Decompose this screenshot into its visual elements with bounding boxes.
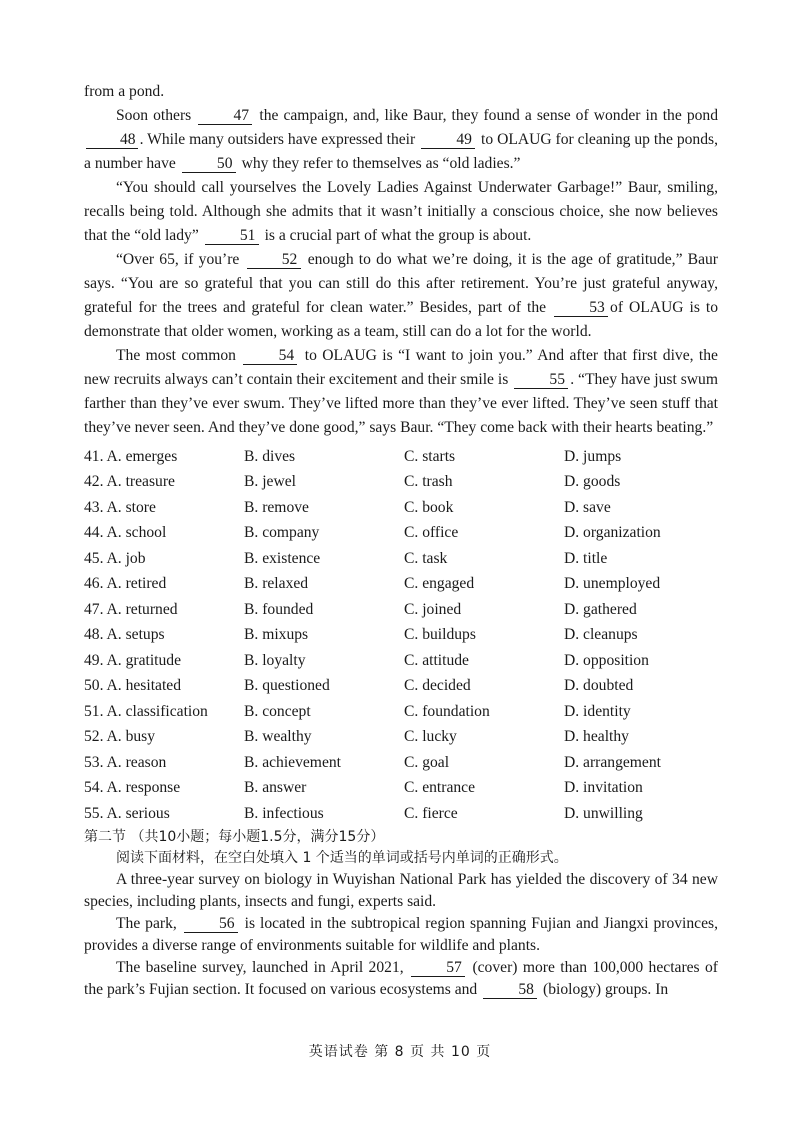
blank-48[interactable]: 48 — [86, 131, 138, 149]
section-2-paragraph-3 — [84, 957, 718, 1001]
option-b[interactable]: B. infectious — [244, 804, 324, 822]
option-a[interactable]: 52. A. busy — [84, 728, 156, 746]
section-2-instruction: 阅读下面材料，在空白处填入 1 个适当的单词或括号内单词的正确形式。 — [116, 849, 568, 866]
option-a[interactable]: 55. A. serious — [84, 804, 170, 822]
option-a[interactable]: 49. A. gratitude — [84, 651, 182, 669]
passage-paragraph-3 — [84, 248, 718, 344]
option-row-54 — [84, 776, 718, 802]
page-footer: 英语试卷 第 8 页 共 10 页 — [308, 1044, 492, 1060]
blank-57[interactable]: 57 — [411, 959, 465, 977]
option-d[interactable]: D. healthy — [564, 728, 629, 746]
option-row-43 — [84, 495, 718, 521]
option-d[interactable]: D. organization — [564, 524, 661, 542]
option-row-45 — [84, 546, 718, 572]
passage-paragraph-1 — [84, 104, 718, 176]
section-2-paragraph-1: A three-year survey on biology in Wuyishan National Park has yielded the discovery of 34 new species, including plants, insects and fungi, experts said. — [84, 870, 718, 910]
option-c[interactable]: C. entrance — [404, 779, 476, 797]
option-d[interactable]: D. jumps — [564, 447, 622, 465]
option-a[interactable]: 43. A. store — [84, 498, 156, 516]
option-a[interactable]: 47. A. returned — [84, 600, 178, 618]
option-c[interactable]: C. trash — [404, 473, 453, 491]
passage-text: . While many outsiders have expressed their — [139, 131, 416, 148]
option-d[interactable]: D. title — [564, 549, 608, 567]
option-b[interactable]: B. answer — [244, 779, 307, 797]
option-b[interactable]: B. dives — [244, 447, 296, 465]
option-c[interactable]: C. engaged — [404, 575, 475, 593]
passage-text: the campaign, and, like Baur, they found a sense of wonder in the pond — [259, 107, 719, 124]
option-a[interactable]: 54. A. response — [84, 779, 181, 797]
option-d[interactable]: D. arrangement — [564, 753, 661, 771]
option-d[interactable]: D. gathered — [564, 600, 637, 618]
blank-52[interactable]: 52 — [247, 251, 301, 269]
passage-text: (biology) groups. In — [543, 980, 669, 998]
option-c[interactable]: C. book — [404, 498, 454, 516]
option-row-51 — [84, 699, 718, 725]
passage-paragraph-2 — [84, 176, 718, 248]
option-c[interactable]: C. task — [404, 549, 448, 567]
option-c[interactable]: C. goal — [404, 753, 450, 771]
option-d[interactable]: D. cleanups — [564, 626, 638, 644]
option-a[interactable]: 48. A. setups — [84, 626, 165, 644]
passage-text: of OLAUG is to demonstrate that older women, working as a team, still can do a lot for the world. — [84, 299, 718, 340]
option-d[interactable]: D. invitation — [564, 779, 643, 797]
section-2-heading: 第二节 （共10小题；每小题1.5分，满分15分） — [84, 828, 385, 845]
option-row-46 — [84, 572, 718, 598]
exam-page — [84, 80, 718, 1001]
option-a[interactable]: 45. A. job — [84, 549, 146, 567]
section-2-paragraph-2 — [84, 913, 718, 957]
passage-line-continuation — [84, 80, 718, 104]
option-d[interactable]: D. unemployed — [564, 575, 661, 593]
option-b[interactable]: B. founded — [244, 600, 314, 618]
option-a[interactable]: 53. A. reason — [84, 753, 167, 771]
option-c[interactable]: C. office — [404, 524, 459, 542]
blank-54[interactable]: 54 — [243, 347, 297, 365]
blank-47[interactable]: 47 — [198, 107, 252, 125]
option-c[interactable]: C. joined — [404, 600, 462, 618]
passage-text: The most common — [116, 347, 236, 364]
option-d[interactable]: D. unwilling — [564, 804, 643, 822]
option-row-47 — [84, 597, 718, 623]
option-row-50 — [84, 674, 718, 700]
option-b[interactable]: B. existence — [244, 549, 321, 567]
passage-paragraph-4 — [84, 344, 718, 440]
option-b[interactable]: B. relaxed — [244, 575, 309, 593]
option-c[interactable]: C. foundation — [404, 702, 490, 720]
option-c[interactable]: C. attitude — [404, 651, 469, 669]
option-a[interactable]: 51. A. classification — [84, 702, 208, 720]
option-b[interactable]: B. company — [244, 524, 320, 542]
option-row-41 — [84, 444, 718, 470]
answer-options-table — [84, 444, 718, 827]
passage-text: why they refer to themselves as “old ladies.” — [241, 155, 521, 172]
option-c[interactable]: C. starts — [404, 447, 456, 465]
option-row-52 — [84, 725, 718, 751]
blank-51[interactable]: 51 — [205, 227, 259, 245]
option-row-42 — [84, 470, 718, 496]
passage-text: The baseline survey, launched in April 2021, — [116, 958, 404, 976]
option-a[interactable]: 44. A. school — [84, 524, 167, 542]
option-row-53 — [84, 750, 718, 776]
option-b[interactable]: B. wealthy — [244, 728, 312, 746]
option-b[interactable]: B. concept — [244, 702, 311, 720]
option-row-48 — [84, 623, 718, 649]
option-b[interactable]: B. loyalty — [244, 651, 306, 669]
passage-text: “You should call yourselves the Lovely Ladies Against Underwater Garbage!” Baur, smiling, recalls being told. Although she admits that it wasn’t initially a conscious choice, she now believes that the “old lady” — [84, 179, 718, 244]
passage-text: . “They have just swum farther than they’ve ever swum. They’ve lifted more than they’ve ever lifted. They’ve seen stuff that they’ve never seen. And they’ve done good,” says Baur. “They come back with their hearts beating.” — [84, 371, 718, 436]
passage-text: is a crucial part of what the group is about. — [264, 227, 532, 244]
blank-58[interactable]: 58 — [483, 981, 537, 999]
option-c[interactable]: C. fierce — [404, 804, 458, 822]
option-b[interactable]: B. achievement — [244, 753, 341, 771]
passage-text: to OLAUG for cleaning up the ponds, a number have — [84, 131, 718, 172]
option-d[interactable]: D. opposition — [564, 651, 649, 669]
passage-text: is located in the subtropical region spanning Fujian and Jiangxi provinces, provides a diverse range of environments suitable for wildlife and plants. — [84, 914, 718, 954]
option-b[interactable]: B. questioned — [244, 677, 330, 695]
passage-text: from a pond. — [84, 83, 165, 100]
option-b[interactable]: B. remove — [244, 498, 309, 516]
passage-text: The park, — [116, 914, 177, 932]
option-row-55 — [84, 801, 718, 827]
option-d[interactable]: D. goods — [564, 473, 621, 491]
option-d[interactable]: D. doubted — [564, 677, 634, 695]
blank-55[interactable]: 55 — [514, 371, 568, 389]
passage-text: Soon others — [116, 107, 192, 124]
blank-49[interactable]: 49 — [421, 131, 475, 149]
option-d[interactable]: D. identity — [564, 702, 631, 720]
blank-50[interactable]: 50 — [182, 155, 236, 173]
option-row-49 — [84, 648, 718, 674]
option-c[interactable]: C. decided — [404, 677, 471, 695]
passage-text: “Over 65, if you’re — [116, 251, 240, 268]
blank-56[interactable]: 56 — [184, 915, 238, 933]
option-a[interactable]: 41. A. emerges — [84, 447, 178, 465]
blank-53[interactable]: 53 — [554, 299, 608, 317]
option-a[interactable]: 50. A. hesitated — [84, 677, 182, 695]
option-c[interactable]: C. lucky — [404, 728, 457, 746]
passage-text: to OLAUG is “I want to join you.” And after that first dive, the new recruits always can’t contain their excitement and their smile is — [84, 347, 718, 388]
option-b[interactable]: B. jewel — [244, 473, 296, 491]
option-d[interactable]: D. save — [564, 498, 611, 516]
option-row-44 — [84, 521, 718, 547]
passage-text: enough to do what we’re doing, it is the age of gratitude,” Baur says. “You are so grateful that you can still do this after retirement. You’re just grateful anyway, grateful for the trees and grateful for clean water.” Besides, part of the — [84, 251, 718, 316]
passage-text: (cover) more than 100,000 hectares of the park’s Fujian section. It focused on various ecosystems and — [84, 958, 718, 998]
option-c[interactable]: C. buildups — [404, 626, 476, 644]
option-a[interactable]: 42. A. treasure — [84, 473, 175, 491]
option-b[interactable]: B. mixups — [244, 626, 309, 644]
option-a[interactable]: 46. A. retired — [84, 575, 167, 593]
